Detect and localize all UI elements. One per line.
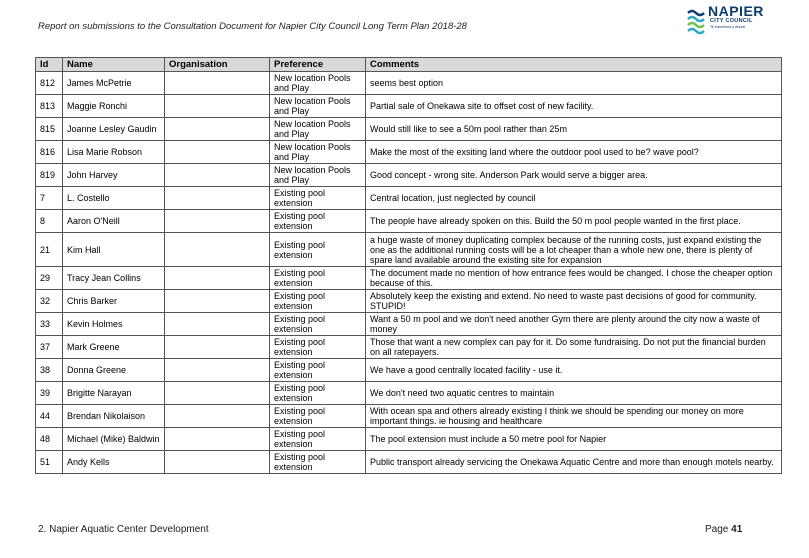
cell-preference: Existing pool extension: [270, 359, 366, 382]
table-body: [36, 72, 782, 474]
footer-section: 2. Napier Aquatic Center Development: [38, 524, 209, 535]
cell-comments: Those that want a new complex can pay for it. Do some fundraising. Do not put the financial burden on all ratepayers.: [366, 336, 782, 359]
cell-preference: Existing pool extension: [270, 336, 366, 359]
cell-name: Brendan Nikolaison: [63, 405, 165, 428]
footer-page: [705, 524, 742, 535]
cell-id: 37: [36, 336, 63, 359]
cell-preference: Existing pool extension: [270, 405, 366, 428]
cell-preference: Existing pool extension: [270, 451, 366, 474]
table-row: [36, 405, 782, 428]
cell-preference: New location Pools and Play: [270, 95, 366, 118]
cell-name: Mark Greene: [63, 336, 165, 359]
cell-name: Kim Hall: [63, 233, 165, 267]
cell-comments: a huge waste of money duplicating complex because of the running costs, just expand existing the one as the additional running costs will be a lot cheaper than a whole new one, there is plenty of spare land available around the existing site for expansion: [366, 233, 782, 267]
cell-id: 815: [36, 118, 63, 141]
cell-name: Kevin Holmes: [63, 313, 165, 336]
cell-comments: Public transport already servicing the Onekawa Aquatic Centre and more than enough motels nearby.: [366, 451, 782, 474]
logo-subtitle: CITY COUNCIL: [710, 18, 753, 24]
cell-organisation: [165, 428, 270, 451]
table-row: [36, 95, 782, 118]
cell-organisation: [165, 359, 270, 382]
cell-name: Aaron O'Neill: [63, 210, 165, 233]
cell-name: Michael (Mike) Baldwin: [63, 428, 165, 451]
cell-organisation: [165, 313, 270, 336]
table-row: [36, 451, 782, 474]
cell-preference: Existing pool extension: [270, 210, 366, 233]
cell-comments: seems best option: [366, 72, 782, 95]
cell-comments: Make the most of the exsiting land where the outdoor pool used to be? wave pool?: [366, 141, 782, 164]
cell-preference: New location Pools and Play: [270, 72, 366, 95]
table-row: [36, 359, 782, 382]
cell-comments: With ocean spa and others already existing I think we should be spending our money on more important things. ie housing and healthcare: [366, 405, 782, 428]
column-header-comments: Comments: [366, 58, 782, 72]
cell-preference: Existing pool extension: [270, 267, 366, 290]
wave-logo-icon: [686, 7, 708, 37]
cell-id: 29: [36, 267, 63, 290]
table-row: [36, 428, 782, 451]
cell-preference: New location Pools and Play: [270, 118, 366, 141]
table-header-row: [36, 58, 782, 72]
cell-name: Tracy Jean Collins: [63, 267, 165, 290]
table-row: [36, 313, 782, 336]
cell-id: 819: [36, 164, 63, 187]
logo-tagline: Te Kaunihera o Ahuriri: [710, 25, 746, 29]
column-header-id: Id: [36, 58, 63, 72]
table-row: [36, 336, 782, 359]
cell-preference: Existing pool extension: [270, 290, 366, 313]
page-label: Page: [705, 524, 729, 535]
cell-comments: The pool extension must include a 50 metre pool for Napier: [366, 428, 782, 451]
cell-comments: Would still like to see a 50m pool rather than 25m: [366, 118, 782, 141]
table-row: [36, 267, 782, 290]
cell-organisation: [165, 118, 270, 141]
cell-comments: The document made no mention of how entrance fees would be changed. I chose the cheaper option because of this.: [366, 267, 782, 290]
cell-name: James McPetrie: [63, 72, 165, 95]
cell-preference: Existing pool extension: [270, 313, 366, 336]
table-row: [36, 210, 782, 233]
table-row: [36, 233, 782, 267]
cell-comments: Want a 50 m pool and we don't need another Gym there are plenty around the city now a waste of money: [366, 313, 782, 336]
cell-id: 48: [36, 428, 63, 451]
cell-id: 8: [36, 210, 63, 233]
cell-comments: Central location, just neglected by council: [366, 187, 782, 210]
cell-name: Lisa Marie Robson: [63, 141, 165, 164]
cell-preference: New location Pools and Play: [270, 164, 366, 187]
cell-name: Chris Barker: [63, 290, 165, 313]
cell-comments: We don't need two aquatic centres to maintain: [366, 382, 782, 405]
cell-organisation: [165, 382, 270, 405]
cell-organisation: [165, 210, 270, 233]
cell-comments: Partial sale of Onekawa site to offset cost of new facility.: [366, 95, 782, 118]
cell-organisation: [165, 267, 270, 290]
cell-id: 51: [36, 451, 63, 474]
column-header-organisation: Organisation: [165, 58, 270, 72]
cell-name: Donna Greene: [63, 359, 165, 382]
cell-preference: Existing pool extension: [270, 233, 366, 267]
cell-name: Maggie Ronchi: [63, 95, 165, 118]
cell-organisation: [165, 164, 270, 187]
submissions-table: [35, 57, 782, 474]
cell-comments: We have a good centrally located facility - use it.: [366, 359, 782, 382]
cell-preference: New location Pools and Play: [270, 141, 366, 164]
cell-preference: Existing pool extension: [270, 428, 366, 451]
column-header-name: Name: [63, 58, 165, 72]
table-row: [36, 72, 782, 95]
cell-name: John Harvey: [63, 164, 165, 187]
cell-organisation: [165, 72, 270, 95]
cell-organisation: [165, 290, 270, 313]
cell-organisation: [165, 451, 270, 474]
logo-wordmark: NAPIER: [708, 3, 764, 19]
cell-organisation: [165, 141, 270, 164]
cell-organisation: [165, 336, 270, 359]
cell-id: 38: [36, 359, 63, 382]
cell-id: 44: [36, 405, 63, 428]
cell-name: Andy Kells: [63, 451, 165, 474]
cell-id: 33: [36, 313, 63, 336]
cell-id: 816: [36, 141, 63, 164]
page-number: 41: [731, 524, 743, 535]
cell-id: 39: [36, 382, 63, 405]
table-row: [36, 187, 782, 210]
cell-preference: Existing pool extension: [270, 382, 366, 405]
cell-organisation: [165, 405, 270, 428]
cell-name: Brigitte Narayan: [63, 382, 165, 405]
cell-organisation: [165, 95, 270, 118]
cell-comments: The people have already spoken on this. Build the 50 m pool people wanted in the first place.: [366, 210, 782, 233]
table-row: [36, 382, 782, 405]
table-row: [36, 141, 782, 164]
cell-id: 812: [36, 72, 63, 95]
cell-id: 813: [36, 95, 63, 118]
cell-organisation: [165, 233, 270, 267]
cell-name: L. Costello: [63, 187, 165, 210]
cell-comments: Good concept - wrong site. Anderson Park would serve a bigger area.: [366, 164, 782, 187]
napier-city-council-logo: [686, 3, 764, 43]
cell-name: Joanne Lesley Gaudin: [63, 118, 165, 141]
column-header-preference: Preference: [270, 58, 366, 72]
table-row: [36, 118, 782, 141]
table-row: [36, 164, 782, 187]
cell-id: 32: [36, 290, 63, 313]
report-title: Report on submissions to the Consultation Document for Napier City Council Long Term Plan 2018-28: [38, 21, 467, 32]
cell-comments: Absolutely keep the existing and extend. No need to waste past decisions of good for community. STUPID!: [366, 290, 782, 313]
cell-id: 7: [36, 187, 63, 210]
cell-preference: Existing pool extension: [270, 187, 366, 210]
table-row: [36, 290, 782, 313]
cell-organisation: [165, 187, 270, 210]
cell-id: 21: [36, 233, 63, 267]
